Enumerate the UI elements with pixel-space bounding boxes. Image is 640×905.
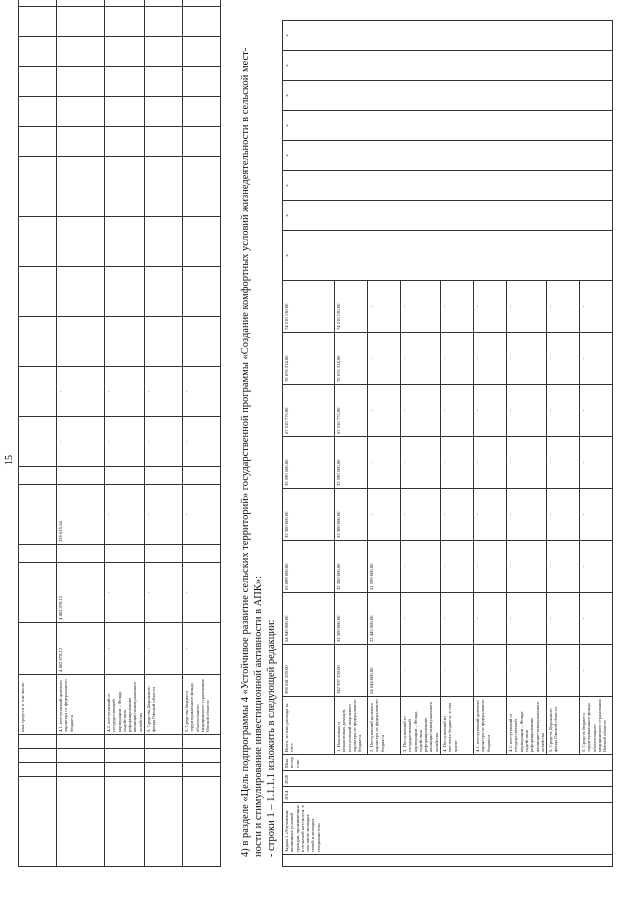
cell-2015: 32 300 000,00 bbox=[335, 541, 368, 593]
row-desc: 2. Поступлений целевого характера из федерального бюджета bbox=[368, 697, 401, 755]
cell-value: - bbox=[183, 417, 221, 467]
cell-2018: - bbox=[368, 385, 401, 437]
cell-2016: - bbox=[441, 489, 474, 541]
x-mark: x bbox=[283, 81, 613, 111]
year-start: 2014 bbox=[283, 787, 613, 803]
cell-total: - bbox=[441, 645, 474, 697]
cell-total: - bbox=[580, 645, 613, 697]
paragraph-line-3: - строки 1 – 1.1.1.1 изложить в следующей редакции: bbox=[266, 619, 277, 857]
cell-2017: 33 590 500,00 bbox=[335, 437, 368, 489]
cell-2020: - bbox=[580, 281, 613, 333]
cell-2016: - bbox=[547, 489, 580, 541]
cell-2016: - bbox=[580, 489, 613, 541]
cell-2020: - bbox=[507, 281, 547, 333]
executor: Министерство bbox=[283, 755, 613, 771]
page-number: 15 bbox=[4, 455, 15, 465]
cell-2014: - bbox=[474, 593, 507, 645]
cell-total: - bbox=[507, 645, 547, 697]
cell-value: - bbox=[57, 367, 105, 417]
cell-2016: - bbox=[507, 489, 547, 541]
bottom-table bbox=[282, 0, 613, 867]
cell-2020: 74 210 130,00 bbox=[283, 281, 335, 333]
cell-value: - bbox=[105, 563, 145, 623]
cell-2015: - bbox=[441, 541, 474, 593]
table-row bbox=[57, 0, 105, 867]
cell-value: - bbox=[145, 485, 183, 545]
cell-2014: 54 945 000,00 bbox=[283, 593, 335, 645]
cell-2017: - bbox=[441, 437, 474, 489]
cell-2018: - bbox=[401, 385, 441, 437]
cell-2019: - bbox=[547, 333, 580, 385]
cell-2018: - bbox=[547, 385, 580, 437]
paragraph-line-1: 4) в разделе «Цель подпрограммы 4 «Устойчивое развитие сельских территорий» государственной программы «Создание комфортных условий жизнедеятельности в сельской мест- bbox=[240, 47, 251, 857]
cell-2019: - bbox=[474, 333, 507, 385]
cell-2018: - bbox=[507, 385, 547, 437]
cell-2019: - bbox=[441, 333, 474, 385]
cell-value: - bbox=[145, 563, 183, 623]
cell-total: 396 641 259,00 bbox=[283, 645, 335, 697]
cell-value: - bbox=[145, 623, 183, 675]
cell-2015: - bbox=[580, 541, 613, 593]
cell-2014: 32 500 000,00 bbox=[335, 593, 368, 645]
cell-value: - bbox=[183, 563, 221, 623]
cell-total: - bbox=[401, 645, 441, 697]
cell-2015: 63 899 000,00 bbox=[283, 541, 335, 593]
cell-2018: 67 310 775,00 bbox=[335, 385, 368, 437]
cell-2018: - bbox=[474, 385, 507, 437]
row-desc: 3. Поступлений от государственной корпорации – Фонда содействия реформированию жилищно-коммунального хозяйства bbox=[401, 697, 441, 755]
cell-2015: - bbox=[547, 541, 580, 593]
top-table bbox=[18, 0, 221, 867]
table-row bbox=[19, 0, 57, 867]
row-desc: Всего, из них расходы за счет: bbox=[283, 697, 335, 755]
row-desc: 4.1. поступлений целевого характера из федерального бюджета bbox=[474, 697, 507, 755]
row-desc: 5. Средств бюджета территориального фонда обязательного медицинского страхования Омской области bbox=[580, 697, 613, 755]
cell-value: - bbox=[105, 623, 145, 675]
cell-value: - bbox=[183, 623, 221, 675]
cell-2014: - bbox=[401, 593, 441, 645]
cell-value: - bbox=[105, 417, 145, 467]
cell-2017: - bbox=[580, 437, 613, 489]
cell-2020: - bbox=[441, 281, 474, 333]
cell-2015: - bbox=[474, 541, 507, 593]
table-row bbox=[105, 0, 145, 867]
cell-2015: 31 599 000,00 bbox=[368, 541, 401, 593]
table-row bbox=[183, 0, 221, 867]
cell-2016: - bbox=[368, 489, 401, 541]
cell-2015: - bbox=[507, 541, 547, 593]
table-row bbox=[283, 0, 335, 867]
cell-value: - bbox=[145, 367, 183, 417]
cell-2020: - bbox=[547, 281, 580, 333]
cell-2014: 22 445 000,00 bbox=[368, 593, 401, 645]
cell-2019: - bbox=[401, 333, 441, 385]
cell-2020: 74 210 130,00 bbox=[335, 281, 368, 333]
cell-value: - bbox=[57, 417, 105, 467]
row-desc: 4.2. поступлений от государственной корпорации – Фонда содействия реформированию жилищно-коммунального хозяйства bbox=[507, 697, 547, 755]
cell-value: 4 402 878,12 bbox=[57, 563, 105, 623]
cell-2017: - bbox=[474, 437, 507, 489]
cell-value: - bbox=[183, 367, 221, 417]
cell-2014: - bbox=[441, 593, 474, 645]
cell-value: - bbox=[105, 367, 145, 417]
x-mark: x bbox=[283, 21, 613, 51]
x-mark: x bbox=[283, 141, 613, 171]
row-desc: 4. Поступлений из местного бюджета, в том числе: bbox=[441, 697, 474, 755]
cell-2016: 33 300 000,00 bbox=[283, 489, 335, 541]
cell-2014: - bbox=[507, 593, 547, 645]
row-desc: ных средств, в том числе: bbox=[19, 675, 57, 735]
cell-2020: - bbox=[474, 281, 507, 333]
x-mark: x bbox=[283, 171, 613, 201]
cell-2014: - bbox=[547, 593, 580, 645]
cell-2019: 70 676 314,00 bbox=[283, 333, 335, 385]
cell-2017: - bbox=[401, 437, 441, 489]
cell-2018: - bbox=[580, 385, 613, 437]
cell-2018: 67 310 775,00 bbox=[283, 385, 335, 437]
cell-2016: 33 300 000,00 bbox=[335, 489, 368, 541]
year-end: 2020 bbox=[283, 771, 613, 787]
row-desc: 5. Средства бюджета территориального фонда обязательного медицинского страхования Омской области bbox=[183, 675, 221, 735]
cell-value: - bbox=[145, 417, 183, 467]
cell-2019: 70 676 314,00 bbox=[335, 333, 368, 385]
cell-2019: - bbox=[507, 333, 547, 385]
cell-value: - bbox=[183, 485, 221, 545]
cell-total: - bbox=[547, 645, 580, 697]
cell-2017: - bbox=[368, 437, 401, 489]
cell-value: 4 402 878,12 bbox=[57, 623, 105, 675]
cell-2016: - bbox=[401, 489, 441, 541]
cell-value: 326 615,54 bbox=[57, 485, 105, 545]
row-desc: 4.1. поступлений целевого характера от федерального бюджета bbox=[57, 675, 105, 735]
row-desc: 4.2. поступлений от государственной корпорации – Фонда содействия реформированию жилищно-коммунального хозяйства bbox=[105, 675, 145, 735]
row-desc: 5. Средств Дорожного фонда Омской области bbox=[547, 697, 580, 755]
cell-total: 54 044 000,00 bbox=[368, 645, 401, 697]
x-mark: x bbox=[283, 201, 613, 231]
row-desc: 5. Средства Дорожного фонда Омской области bbox=[145, 675, 183, 735]
x-mark: x bbox=[283, 51, 613, 81]
cell-2014: - bbox=[580, 593, 613, 645]
x-mark: x bbox=[283, 231, 613, 281]
cell-2020: - bbox=[368, 281, 401, 333]
table-row bbox=[145, 0, 183, 867]
cell-total: - bbox=[474, 645, 507, 697]
cell-2017: 33 590 500,00 bbox=[283, 437, 335, 489]
cell-total: 342 597 259,00 bbox=[335, 645, 368, 697]
cell-2017: - bbox=[547, 437, 580, 489]
row-desc: 1. Налоговых и неналоговых доходов, поступлений нецелевого характера из федерального бюджета bbox=[335, 697, 368, 755]
cell-2015: - bbox=[401, 541, 441, 593]
cell-2017: - bbox=[507, 437, 547, 489]
cell-2019: - bbox=[580, 333, 613, 385]
x-mark: x bbox=[283, 111, 613, 141]
cell-2020: - bbox=[401, 281, 441, 333]
cell-2018: - bbox=[441, 385, 474, 437]
paragraph-line-2: ности и стимулирование инвестиционной активности в АПК»: bbox=[253, 575, 264, 857]
cell-value: - bbox=[105, 485, 145, 545]
cell-2016: - bbox=[474, 489, 507, 541]
cell-2019: - bbox=[368, 333, 401, 385]
task-label: Задача 1 «Улучшение жилищных условий граждан, проживающих в сельской местности, в том числе молодых семей и молодых специалистов» bbox=[283, 803, 613, 855]
